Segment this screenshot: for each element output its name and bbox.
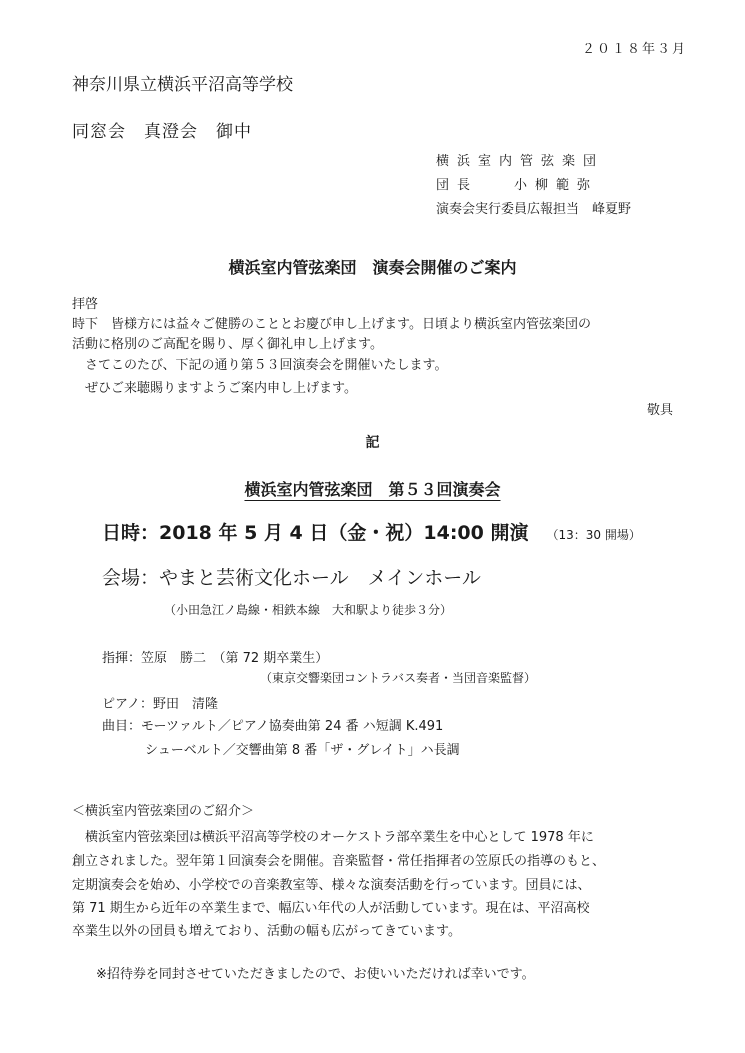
- sender-leader-name: 小柳範弥: [514, 178, 599, 193]
- concert-venue: 会場：やまと芸術文化ホール メインホール: [102, 567, 481, 589]
- pianist: ピアノ：野田 清隆: [102, 697, 218, 712]
- letter-title: 横浜室内管弦楽団 演奏会開催のご案内: [228, 258, 517, 277]
- body-line: 活動に格別のご高配を賜り、厚く御礼申し上げます。: [72, 337, 383, 352]
- program-item: シューベルト／交響曲第 8 番「ザ・グレイト」ハ長調: [145, 743, 460, 758]
- concert-name-text: 横浜室内管弦楽団 第５３回演奏会: [244, 480, 501, 499]
- ki-heading: 記: [365, 435, 380, 451]
- sender-pr-line: 演奏会実行委員広報担当 峰夏野: [436, 202, 632, 217]
- intro-line: 卒業生以外の団員も増えており、活動の幅も広がってきています。: [72, 924, 461, 939]
- intro-line: 定期演奏会を始め、小学校での音楽教室等、様々な演奏活動を行っています。団員には、: [72, 878, 591, 893]
- letter-date: ２０１８年３月: [581, 42, 687, 57]
- datetime-text: 日時：2018 年 5 月 4 日（金・祝）14:00 開演: [102, 522, 529, 544]
- intro-line: 横浜室内管弦楽団は横浜平沼高等学校のオーケストラ部卒業生を中心として 1978 年に: [72, 830, 594, 845]
- intro-line: 創立されました。翌年第１回演奏会を開催。音楽監督・常任指揮者の笠原氏の指導のもと、: [72, 854, 606, 869]
- sender-leader: [436, 174, 598, 193]
- conductor-note: （東京交響楽団コントラバス奏者・当団音楽監督）: [260, 671, 537, 685]
- intro-line: 第 71 期生から近年の卒業生まで、幅広い年代の人が活動しています。現在は、平沼高校: [72, 901, 590, 916]
- sender-leader-role: 団長: [436, 178, 479, 193]
- intro-heading: ＜横浜室内管弦楽団のご紹介＞: [72, 804, 255, 819]
- ticket-note: ※招待券を同封させていただきましたので、お使いいただければ幸いです。: [96, 967, 535, 982]
- closing: 敬具: [646, 403, 673, 418]
- recipient-school: 神奈川県立横浜平沼高等学校: [72, 75, 293, 95]
- sender-org: 横浜室内管弦楽団: [436, 154, 605, 169]
- doors-open: （13：30 開場）: [546, 528, 641, 542]
- body-line: ぜひご来聴賜りますようご案内申し上げます。: [72, 381, 357, 396]
- recipient-group: 同窓会 真澄会 御中: [72, 122, 252, 142]
- body-line: 時下 皆様方には益々ご健勝のこととお慶び申し上げます。日頃より横浜室内管弦楽団の: [72, 317, 591, 332]
- opening: 拝啓: [72, 297, 99, 312]
- body-line: さてこのたび、下記の通り第５３回演奏会を開催いたします。: [72, 358, 448, 373]
- concert-name: [0, 477, 745, 500]
- conductor: 指揮：笠原 勝二 （第 72 期卒業生）: [102, 651, 329, 666]
- program-item: 曲目：モーツァルト／ピアノ協奏曲第 24 番 ハ短調 K.491: [102, 719, 444, 734]
- concert-datetime: [102, 518, 641, 545]
- venue-access: （小田急江ノ島線・相鉄本線 大和駅より徒歩３分）: [164, 603, 453, 617]
